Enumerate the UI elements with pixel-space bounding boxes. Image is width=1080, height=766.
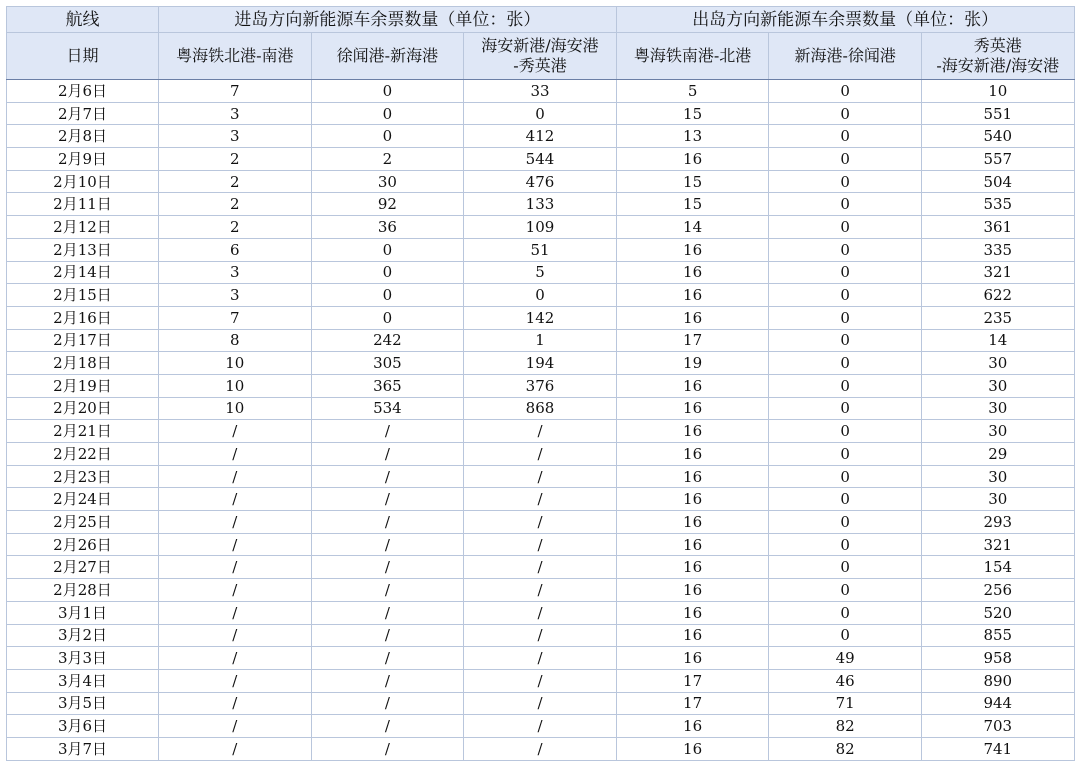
date-cell: 2月17日 <box>7 329 159 352</box>
ticket-count-cell: 16 <box>616 284 769 307</box>
date-cell: 2月15日 <box>7 284 159 307</box>
ticket-count-cell: 2 <box>159 193 312 216</box>
ticket-count-cell: 194 <box>464 352 617 375</box>
date-cell: 2月12日 <box>7 216 159 239</box>
column-header <box>159 33 312 80</box>
ticket-count-cell: 0 <box>769 420 922 443</box>
ticket-count-cell: 365 <box>311 374 464 397</box>
ticket-count-cell: 30 <box>921 374 1074 397</box>
ticket-count-cell: 0 <box>769 261 922 284</box>
ticket-count-cell: 534 <box>311 397 464 420</box>
ticket-count-cell: 3 <box>159 125 312 148</box>
ticket-count-cell: 16 <box>616 374 769 397</box>
table-row <box>7 556 1075 579</box>
ticket-count-cell: 0 <box>769 443 922 466</box>
ticket-count-cell: 3 <box>159 261 312 284</box>
ticket-count-cell: 36 <box>311 216 464 239</box>
table-row <box>7 306 1075 329</box>
ticket-count-cell: 703 <box>921 715 1074 738</box>
ticket-count-cell: 622 <box>921 284 1074 307</box>
date-cell: 2月24日 <box>7 488 159 511</box>
ticket-count-cell: / <box>464 533 617 556</box>
table-row <box>7 284 1075 307</box>
table-row <box>7 737 1075 760</box>
ticket-count-cell: / <box>464 647 617 670</box>
ticket-count-cell: 476 <box>464 170 617 193</box>
ticket-count-cell: 5 <box>616 80 769 103</box>
column-header-line1: 海安新港/海安港 <box>481 36 599 55</box>
ticket-count-cell: / <box>311 737 464 760</box>
ticket-count-cell: 7 <box>159 80 312 103</box>
ticket-count-cell: / <box>159 465 312 488</box>
ticket-count-cell: 2 <box>159 170 312 193</box>
ticket-count-cell: 0 <box>311 261 464 284</box>
ticket-count-cell: 30 <box>921 420 1074 443</box>
ticket-count-cell: 0 <box>769 374 922 397</box>
table-row <box>7 102 1075 125</box>
ticket-count-cell: / <box>311 533 464 556</box>
ticket-count-cell: 29 <box>921 443 1074 466</box>
ticket-count-cell: 154 <box>921 556 1074 579</box>
date-cell: 2月22日 <box>7 443 159 466</box>
ticket-count-cell: / <box>159 443 312 466</box>
ticket-count-cell: 0 <box>769 601 922 624</box>
date-cell: 2月20日 <box>7 397 159 420</box>
ticket-count-cell: / <box>311 601 464 624</box>
ticket-count-cell: / <box>311 715 464 738</box>
table-row <box>7 533 1075 556</box>
date-cell: 3月1日 <box>7 601 159 624</box>
date-cell: 2月25日 <box>7 511 159 534</box>
ticket-count-cell: 16 <box>616 737 769 760</box>
ticket-count-cell: 16 <box>616 261 769 284</box>
ticket-count-cell: 0 <box>311 284 464 307</box>
ticket-count-cell: 16 <box>616 465 769 488</box>
ticket-count-cell: / <box>464 737 617 760</box>
inbound-title: 进岛方向新能源车余票数量（单位：张） <box>159 7 617 33</box>
ticket-count-cell: 16 <box>616 601 769 624</box>
ticket-count-cell: 0 <box>769 80 922 103</box>
ticket-count-cell: 6 <box>159 238 312 261</box>
ticket-count-cell: 13 <box>616 125 769 148</box>
ticket-count-cell: 540 <box>921 125 1074 148</box>
ticket-count-cell: 10 <box>159 374 312 397</box>
ticket-count-cell: 544 <box>464 148 617 171</box>
date-cell: 2月11日 <box>7 193 159 216</box>
table-row <box>7 443 1075 466</box>
ticket-count-cell: 5 <box>464 261 617 284</box>
ticket-count-cell: 16 <box>616 488 769 511</box>
ticket-count-cell: 30 <box>921 352 1074 375</box>
ticket-count-cell: / <box>311 556 464 579</box>
ticket-count-cell: / <box>159 737 312 760</box>
ticket-count-cell: 944 <box>921 692 1074 715</box>
table-row <box>7 692 1075 715</box>
ticket-count-cell: 412 <box>464 125 617 148</box>
column-header-line1: 粤海铁南港-北港 <box>633 46 752 65</box>
ticket-count-cell: 16 <box>616 238 769 261</box>
ticket-count-cell: 557 <box>921 148 1074 171</box>
ticket-count-cell: 0 <box>769 488 922 511</box>
ticket-count-cell: 0 <box>769 125 922 148</box>
ticket-count-cell: 321 <box>921 533 1074 556</box>
ticket-count-cell: 82 <box>769 737 922 760</box>
ticket-count-cell: / <box>464 556 617 579</box>
table-row <box>7 601 1075 624</box>
ticket-count-cell: 15 <box>616 170 769 193</box>
ticket-count-cell: / <box>159 647 312 670</box>
ticket-count-cell: 0 <box>769 397 922 420</box>
ticket-count-cell: / <box>159 692 312 715</box>
ticket-count-cell: / <box>159 556 312 579</box>
ticket-count-cell: / <box>464 692 617 715</box>
ticket-count-cell: 0 <box>769 148 922 171</box>
column-header <box>311 33 464 80</box>
ticket-count-cell: 10 <box>159 397 312 420</box>
ticket-count-cell: 0 <box>769 352 922 375</box>
table-row <box>7 261 1075 284</box>
table-row <box>7 420 1075 443</box>
date-cell: 2月9日 <box>7 148 159 171</box>
ticket-count-cell: 19 <box>616 352 769 375</box>
column-header-line1: 新海港-徐闻港 <box>794 46 896 65</box>
ticket-count-cell: 16 <box>616 443 769 466</box>
ticket-count-cell: 0 <box>769 216 922 239</box>
table-row <box>7 148 1075 171</box>
table-row <box>7 715 1075 738</box>
ticket-count-cell: 15 <box>616 102 769 125</box>
date-cell: 3月4日 <box>7 669 159 692</box>
column-header-line1: 秀英港 <box>973 36 1022 55</box>
ticket-count-cell: 33 <box>464 80 617 103</box>
ticket-count-cell: / <box>311 420 464 443</box>
ticket-count-cell: 14 <box>616 216 769 239</box>
ticket-count-cell: 3 <box>159 102 312 125</box>
ticket-count-cell: / <box>159 624 312 647</box>
ticket-count-cell: 868 <box>464 397 617 420</box>
ticket-count-cell: 361 <box>921 216 1074 239</box>
ticket-count-cell: / <box>464 601 617 624</box>
ticket-count-cell: 109 <box>464 216 617 239</box>
ticket-count-cell: 7 <box>159 306 312 329</box>
ticket-count-cell: / <box>464 511 617 534</box>
ticket-count-cell: 256 <box>921 579 1074 602</box>
ticket-count-cell: / <box>311 511 464 534</box>
ticket-count-cell: 741 <box>921 737 1074 760</box>
ticket-count-cell: 2 <box>159 148 312 171</box>
date-cell: 2月8日 <box>7 125 159 148</box>
date-cell: 2月23日 <box>7 465 159 488</box>
ticket-count-cell: 0 <box>464 102 617 125</box>
ticket-count-cell: 16 <box>616 397 769 420</box>
ticket-count-cell: 890 <box>921 669 1074 692</box>
ticket-count-cell: 535 <box>921 193 1074 216</box>
table-row <box>7 170 1075 193</box>
date-cell: 3月7日 <box>7 737 159 760</box>
table-row <box>7 579 1075 602</box>
date-cell: 2月28日 <box>7 579 159 602</box>
ticket-count-cell: 16 <box>616 579 769 602</box>
ticket-count-cell: 0 <box>311 80 464 103</box>
ticket-count-cell: 335 <box>921 238 1074 261</box>
ticket-count-cell: 2 <box>311 148 464 171</box>
ticket-count-cell: / <box>464 624 617 647</box>
ticket-count-cell: 321 <box>921 261 1074 284</box>
ticket-table <box>6 6 1075 761</box>
date-cell: 2月14日 <box>7 261 159 284</box>
date-cell: 3月6日 <box>7 715 159 738</box>
ticket-count-cell: 0 <box>769 533 922 556</box>
ticket-count-cell: 15 <box>616 193 769 216</box>
ticket-count-cell: 16 <box>616 715 769 738</box>
ticket-count-cell: / <box>159 511 312 534</box>
ticket-count-cell: 855 <box>921 624 1074 647</box>
ticket-count-cell: / <box>311 669 464 692</box>
date-cell: 2月16日 <box>7 306 159 329</box>
table-row <box>7 465 1075 488</box>
date-cell: 3月3日 <box>7 647 159 670</box>
table-row <box>7 647 1075 670</box>
ticket-count-cell: 142 <box>464 306 617 329</box>
ticket-count-cell: 30 <box>311 170 464 193</box>
ticket-count-cell: 376 <box>464 374 617 397</box>
ticket-count-cell: 8 <box>159 329 312 352</box>
ticket-count-cell: / <box>159 533 312 556</box>
table-row <box>7 193 1075 216</box>
ticket-count-cell: / <box>159 579 312 602</box>
ticket-count-cell: / <box>311 579 464 602</box>
ticket-count-cell: / <box>464 465 617 488</box>
date-cell: 2月21日 <box>7 420 159 443</box>
ticket-count-cell: 293 <box>921 511 1074 534</box>
ticket-count-cell: / <box>464 443 617 466</box>
ticket-count-cell: / <box>159 488 312 511</box>
ticket-count-cell: 1 <box>464 329 617 352</box>
date-cell: 2月18日 <box>7 352 159 375</box>
table-row <box>7 238 1075 261</box>
column-header <box>769 33 922 80</box>
ticket-count-cell: 30 <box>921 465 1074 488</box>
ticket-count-cell: / <box>311 692 464 715</box>
column-header <box>921 33 1074 80</box>
ticket-count-cell: 17 <box>616 329 769 352</box>
ticket-count-cell: 0 <box>769 465 922 488</box>
ticket-count-cell: 0 <box>769 511 922 534</box>
ticket-count-cell: / <box>159 669 312 692</box>
table-row <box>7 511 1075 534</box>
ticket-count-cell: 10 <box>159 352 312 375</box>
ticket-count-cell: 16 <box>616 148 769 171</box>
date-cell: 2月6日 <box>7 80 159 103</box>
table-row <box>7 352 1075 375</box>
ticket-count-cell: / <box>311 624 464 647</box>
ticket-count-cell: / <box>311 488 464 511</box>
ticket-count-cell: 16 <box>616 533 769 556</box>
table-header <box>7 7 1075 80</box>
ticket-count-cell: / <box>464 488 617 511</box>
date-cell: 2月26日 <box>7 533 159 556</box>
header-row-columns <box>7 33 1075 80</box>
ticket-count-cell: 51 <box>464 238 617 261</box>
ticket-count-cell: 235 <box>921 306 1074 329</box>
ticket-count-cell: 0 <box>311 238 464 261</box>
date-cell: 2月19日 <box>7 374 159 397</box>
date-cell: 3月5日 <box>7 692 159 715</box>
ticket-count-cell: 0 <box>769 329 922 352</box>
ticket-count-cell: 16 <box>616 420 769 443</box>
ticket-count-cell: 71 <box>769 692 922 715</box>
ticket-count-cell: / <box>159 601 312 624</box>
ticket-count-cell: 30 <box>921 488 1074 511</box>
column-header-line2: -海安新港/海安港 <box>936 56 1060 75</box>
table-row <box>7 216 1075 239</box>
ticket-count-cell: 958 <box>921 647 1074 670</box>
ticket-count-cell: 16 <box>616 647 769 670</box>
table-row <box>7 669 1075 692</box>
ticket-count-cell: 17 <box>616 692 769 715</box>
table-row <box>7 397 1075 420</box>
table-row <box>7 125 1075 148</box>
date-label: 日期 <box>7 33 159 80</box>
ticket-count-cell: 0 <box>769 306 922 329</box>
ticket-count-cell: / <box>159 420 312 443</box>
ticket-count-cell: 520 <box>921 601 1074 624</box>
ticket-count-cell: 0 <box>769 556 922 579</box>
ticket-count-cell: 0 <box>769 579 922 602</box>
ticket-count-cell: 46 <box>769 669 922 692</box>
ticket-count-cell: 0 <box>769 102 922 125</box>
table-row <box>7 329 1075 352</box>
ticket-count-cell: / <box>464 715 617 738</box>
ticket-count-cell: 242 <box>311 329 464 352</box>
ticket-count-cell: 82 <box>769 715 922 738</box>
ticket-count-cell: 92 <box>311 193 464 216</box>
ticket-count-cell: 0 <box>769 624 922 647</box>
ticket-count-cell: 0 <box>769 193 922 216</box>
date-cell: 2月7日 <box>7 102 159 125</box>
ticket-count-cell: / <box>311 465 464 488</box>
ticket-count-cell: 0 <box>311 102 464 125</box>
column-header-line2: -秀英港 <box>513 56 567 75</box>
ticket-count-cell: 305 <box>311 352 464 375</box>
date-cell: 2月13日 <box>7 238 159 261</box>
column-header <box>464 33 617 80</box>
ticket-count-cell: 133 <box>464 193 617 216</box>
ticket-count-cell: 17 <box>616 669 769 692</box>
ticket-count-cell: 14 <box>921 329 1074 352</box>
ticket-count-cell: / <box>464 579 617 602</box>
column-header-line1: 徐闻港-新海港 <box>336 46 439 65</box>
outbound-title: 出岛方向新能源车余票数量（单位：张） <box>616 7 1074 33</box>
ticket-count-cell: 504 <box>921 170 1074 193</box>
ticket-count-cell: 0 <box>769 284 922 307</box>
ticket-count-cell: 16 <box>616 556 769 579</box>
ticket-count-cell: 0 <box>769 170 922 193</box>
table-body <box>7 80 1075 761</box>
ticket-count-cell: / <box>464 420 617 443</box>
column-header <box>616 33 769 80</box>
ticket-count-cell: 551 <box>921 102 1074 125</box>
ticket-count-cell: 3 <box>159 284 312 307</box>
date-cell: 2月10日 <box>7 170 159 193</box>
route-label: 航线 <box>7 7 159 33</box>
table-row <box>7 80 1075 103</box>
ticket-count-cell: 16 <box>616 511 769 534</box>
ticket-count-cell: 0 <box>769 238 922 261</box>
table-row <box>7 488 1075 511</box>
table-row <box>7 374 1075 397</box>
ticket-count-cell: 0 <box>311 125 464 148</box>
ticket-count-cell: / <box>159 715 312 738</box>
table-row <box>7 624 1075 647</box>
date-cell: 3月2日 <box>7 624 159 647</box>
date-cell: 2月27日 <box>7 556 159 579</box>
header-row-groups <box>7 7 1075 33</box>
ticket-count-cell: 0 <box>464 284 617 307</box>
ticket-count-cell: 16 <box>616 624 769 647</box>
ticket-count-cell: 16 <box>616 306 769 329</box>
ticket-count-cell: 49 <box>769 647 922 670</box>
ticket-count-cell: 2 <box>159 216 312 239</box>
ticket-count-cell: / <box>464 669 617 692</box>
column-header-line1: 粤海铁北港-南港 <box>176 46 294 65</box>
ticket-count-cell: 30 <box>921 397 1074 420</box>
ticket-count-cell: 10 <box>921 80 1074 103</box>
ticket-count-cell: / <box>311 647 464 670</box>
ticket-count-cell: / <box>311 443 464 466</box>
ticket-count-cell: 0 <box>311 306 464 329</box>
